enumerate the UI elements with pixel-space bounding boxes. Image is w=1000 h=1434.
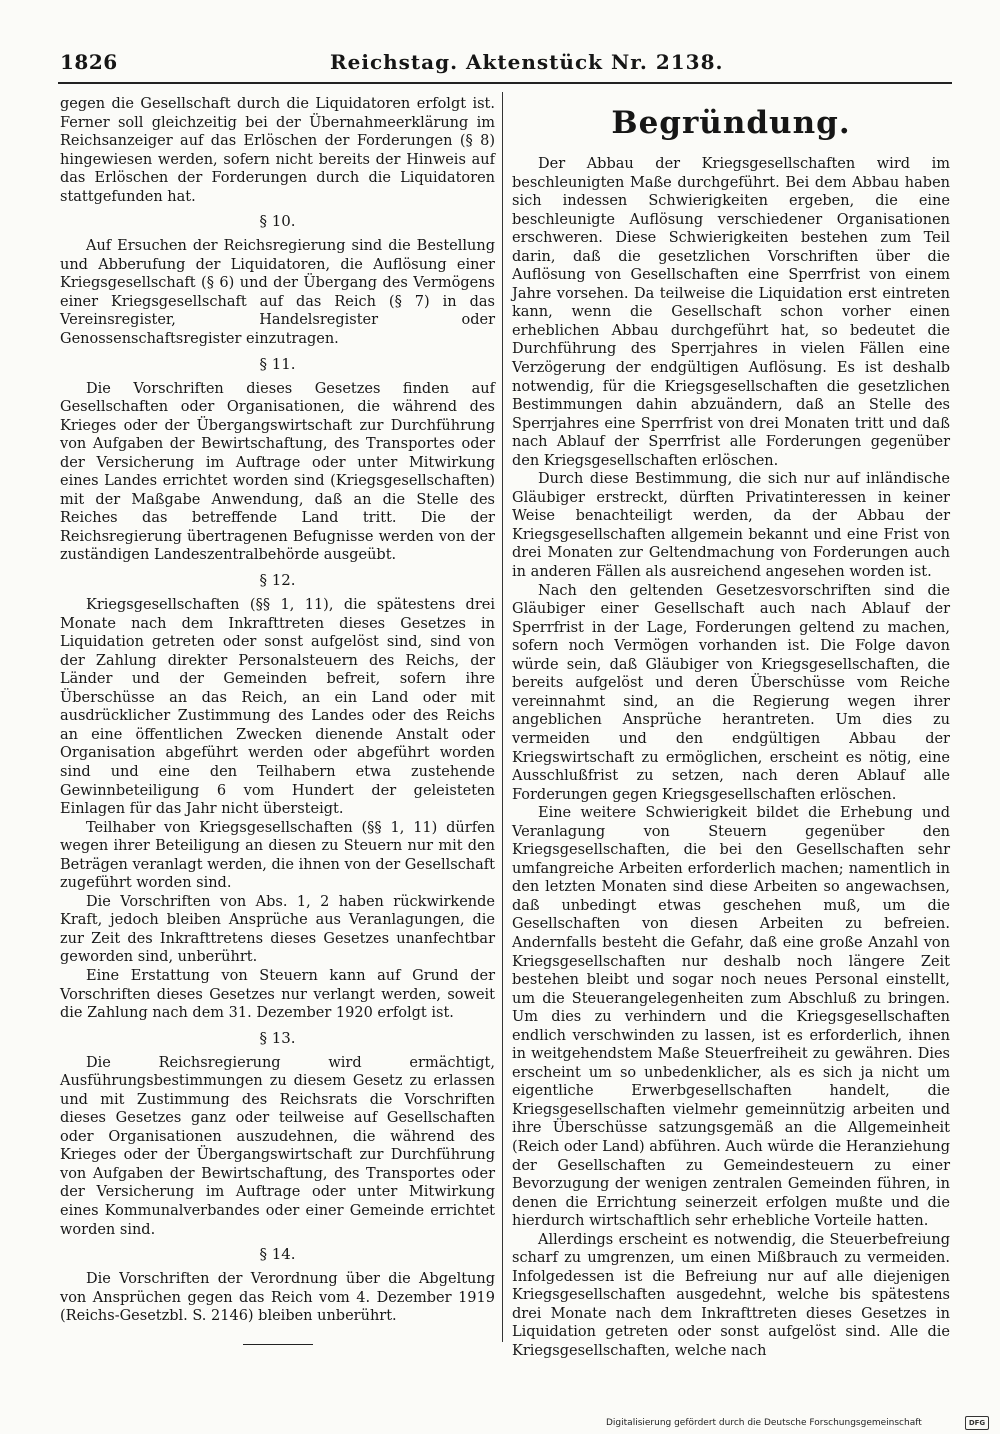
section-heading: § 11.: [259, 354, 296, 373]
section-paragraph: Auf Ersuchen der Reichsregierung sind die Bestellung und Abberufung der Liquidatoren, die Auflösung einer Kriegsgesellschaft (§ 6) und der Übergang des Vermögens einer Kriegsgesellschaft auf das Reich (§ 7) in das Vereinsregister, Handelsregister oder Genossenschaftsregister einzutragen.: [60, 238, 495, 348]
dfg-logo: DFG: [965, 1416, 989, 1430]
section-paragraph: Die Vorschriften dieses Gesetzes finden auf Gesellschaften oder Organisationen, die während des Krieges oder der Übergangswirtschaft zur Durchführung von Aufgaben der Bewirtschaftung, des Transportes oder der Versicherung im Auftrage oder unter Mitwirkung eines Landes errichtet worden sind (Kriegsgesellschaften) mit der Maßgabe Anwendung, daß an die Stelle des Reiches das betreffende Land tritt. Die der Reichsregierung übertragenen Befugnisse werden von der zuständigen Landeszentralbehörde ausgeübt.: [60, 380, 495, 564]
justification-paragraph: Eine weitere Schwierigkeit bildet die Erhebung und Veranlagung von Steuern gegenüber den Kriegsgesellschaften, die bei den Gesellschaften sehr umfangreiche Arbeiten erforderlich machen; namentlich in den letzten Monaten sind diese Arbeiten so angewachsen, daß unbedingt etwas geschehen muß, um die Gesellschaften von diesen Arbeiten zu befreien. Andernfalls besteht die Gefahr, daß eine große Anzahl von Kriegsgesellschaften nur deshalb noch längere Zeit bestehen bleibt und sogar noch neues Personal einstellt, um die Steuerangelegenheiten zum Abschluß zu bringen. Um dies zu verhindern und die Kriegsgesellschaften endlich verschwinden zu lassen, ist es erforderlich, ihnen in weitgehendstem Maße Steuerfreiheit zu gewähren. Dies erscheint um so unbedenklicher, als es sich ja nicht um eigentliche Erwerbgesellschaften handelt, die Kriegsgesellschaften vielmehr gemeinnützig arbeiten und ihre Überschüsse satzungsgemäß an die Allgemeinheit (Reich oder Land) abführen. Auch würde die Heranziehung der Gesellschaften zu Gemeindesteuern zu einer Bevorzugung der wenigen zentralen Gemeinden führen, in denen die Errichtung seinerzeit erfolgen mußte und die hierdurch wirtschaftlich sehr erhebliche Vorteile hatten.: [512, 805, 950, 1230]
section-heading: § 10.: [259, 212, 296, 231]
document-title: Begründung.: [611, 105, 851, 141]
digitization-credit: Digitalisierung gefördert durch die Deutsche Forschungsgemeinschaft: [606, 1418, 922, 1428]
section-heading: § 12.: [259, 571, 296, 590]
column-divider: [502, 92, 503, 1342]
justification-paragraph: Allerdings erscheint es notwendig, die Steuerbefreiung scharf zu umgrenzen, um einen Mißbrauch zu vermeiden. Infolgedessen ist die Befreiung nur auf alle diejenigen Kriegsgesellschaften ausgedehnt, welche bis spätestens drei Monate nach dem Inkrafttreten dieses Gesetzes in Liquidation getreten oder sonst aufgelöst sind. Alle die Kriegsgesellschaften, welche nach: [512, 1231, 950, 1359]
left-opening-paragraph: gegen die Gesellschaft durch die Liquidatoren erfolgt ist. Ferner soll gleichzeitig bei der Übernahmeerklärung im Reichsanzeiger auf das Erlöschen der Forderungen (§ 8) hingewiesen werden, sofern nicht bereits der Hinweis auf das Erlöschen der Forderungen durch die Liquidatoren stattgefunden hat.: [60, 96, 495, 205]
closing-rule: [243, 1344, 313, 1345]
section-paragraph: Kriegsgesellschaften (§§ 1, 11), die spätestens drei Monate nach dem Inkrafttreten dieses Gesetzes in Liquidation getreten oder sonst aufgelöst sind, sind von der Zahlung direkter Personalsteuern des Reichs, der Länder und der Gemeinden befreit, sofern ihre Überschüsse an das Reich, an ein Land oder mit ausdrücklicher Zustimmung des Landes oder des Reichs an eine öffentlichen Zwecken dienende Anstalt oder Organisation abgeführt werden oder abgeführt worden sind und eine den Teilhabern etwa zustehende Gewinnbeteiligung 6 vom Hundert der geleisteten Einlagen für das Jahr nicht übersteigt.: [60, 597, 495, 818]
section-heading: § 14.: [259, 1245, 296, 1264]
page-number: 1826: [60, 50, 118, 74]
section-paragraph: Die Vorschriften von Abs. 1, 2 haben rückwirkende Kraft, jedoch bleiben Ansprüche aus Veranlagungen, die zur Zeit des Inkrafttretens dieses Gesetzes unanfechtbar geworden sind, unberührt.: [60, 893, 495, 966]
section-heading: § 13.: [259, 1028, 296, 1047]
section-paragraph: Die Reichsregierung wird ermächtigt, Ausführungsbestimmungen zu diesem Gesetz zu erlassen und mit Zustimmung des Reichsrats die Vorschriften dieses Gesetzes ganz oder teilweise auf Gesellschaften oder Organisationen auszudehnen, die während des Krieges oder der Übergangswirtschaft zur Durchführung von Aufgaben der Bewirtschaftung, des Transportes oder der Versicherung im Auftrage oder unter Mitwirkung eines Kommunalverbandes oder einer Gemeinde errichtet worden sind.: [60, 1054, 495, 1238]
section-paragraph: Die Vorschriften der Verordnung über die Abgeltung von Ansprüchen gegen das Reich vom 4. Dezember 1919 (Reichs-Gesetzbl. S. 2146) bleiben unberührt.: [60, 1271, 495, 1325]
running-head: Reichstag. Aktenstück Nr. 2138.: [330, 50, 724, 74]
section-paragraph: Eine Erstattung von Steuern kann auf Grund der Vorschriften dieses Gesetzes nur verlangt werden, soweit die Zahlung nach dem 31. Dezember 1920 erfolgt ist.: [60, 967, 495, 1022]
section-paragraph: Teilhaber von Kriegsgesellschaften (§§ 1, 11) dürfen wegen ihrer Beteiligung an diesen zu Steuern nur mit den Beträgen veranlagt werden, die ihnen von der Gesellschaft zugeführt worden sind.: [60, 819, 495, 892]
header-rule: [58, 82, 952, 84]
justification-paragraph: Der Abbau der Kriegsgesellschaften wird im beschleunigten Maße durchgeführt. Bei dem Abbau haben sich indessen Schwierigkeiten ergeben, die eine beschleunigte Auflösung verschiedener Organisationen erschweren. Diese Schwierigkeiten bestehen zum Teil darin, daß die gesetzlichen Vorschriften über die Auflösung von Gesellschaften eine Sperrfrist von einem Jahre vorsehen. Da teilweise die Liquidation erst eintreten kann, wenn die Gesellschaft schon vorher einen erheblichen Abbau durchgeführt hat, so bedeutet die Durchführung des Sperrjahres in vielen Fällen eine Verzögerung der endgültigen Auflösung. Es ist deshalb notwendig, für die Kriegsgesellschaften die gesetzlichen Bestimmungen dahin abzuändern, daß an Stelle des Sperrjahres eine Sperrfrist von drei Monaten tritt und daß nach Ablauf der Sperrfrist alle Forderungen gegenüber den Kriegsgesellschaften erlöschen.: [512, 156, 950, 469]
justification-paragraph: Nach den geltenden Gesetzesvorschriften sind die Gläubiger einer Gesellschaft auch nach Ablauf der Sperrfrist in der Lage, Forderungen geltend zu machen, sofern noch Vermögen vorhanden ist. Die Folge davon würde sein, daß Gläubiger von Kriegsgesellschaften, die bereits aufgelöst und deren Überschüsse vom Reiche vereinnahmt sind, an die Regierung wegen ihrer angeblichen Ansprüche herantreten. Um dies zu vermeiden und den endgültigen Abbau der Kriegswirtschaft zu ermöglichen, erscheint es nötig, eine Ausschlußfrist zu setzen, nach deren Ablauf alle Forderungen gegen Kriegsgesellschaften erlöschen.: [512, 582, 950, 803]
justification-paragraph: Durch diese Bestimmung, die sich nur auf inländische Gläubiger erstreckt, dürften Privatinteressen in keiner Weise benachteiligt werden, da der Abbau der Kriegsgesellschaften allgemein bekannt und eine Frist von drei Monaten zur Geltendmachung von Forderungen auch in anderen Fällen als ausreichend angesehen worden ist.: [512, 471, 950, 581]
right-column: [512, 95, 950, 1361]
left-column: [60, 95, 495, 1345]
